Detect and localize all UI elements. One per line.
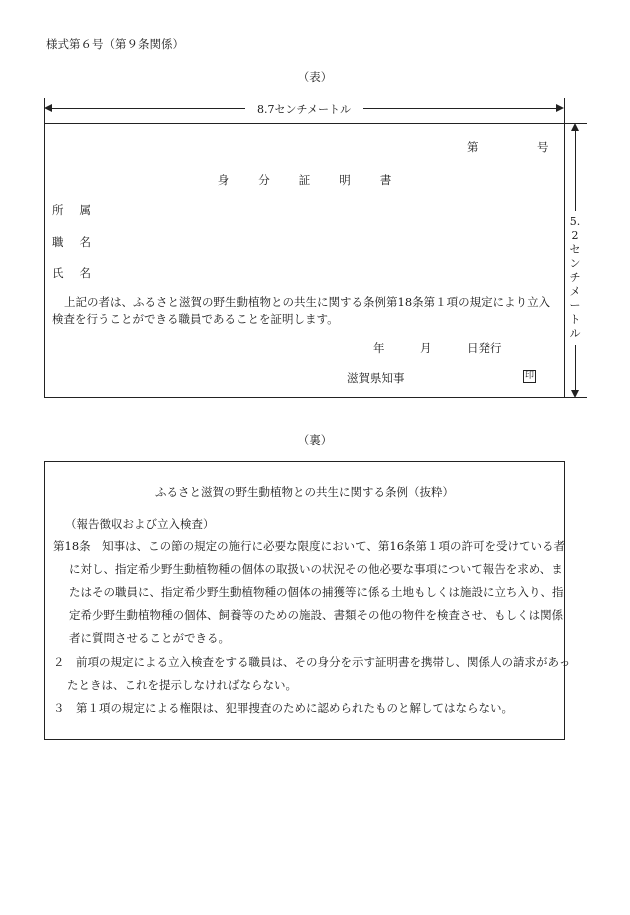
height-dimension-label: 5.2センチメートル — [567, 211, 583, 345]
height-dimension — [569, 123, 581, 398]
paragraph-2-number: ２ — [53, 655, 65, 669]
paragraph-3 — [53, 697, 572, 720]
certificate-title: 身分証明書 — [217, 173, 421, 187]
arrow-down-icon — [571, 390, 579, 398]
article-18-text: 知事は、この節の規定の施行に必要な限度において、第16条第１項の許可を受けている者に対し、指定希少野生動植物種の個体の取扱いの状況その他必要な事項について報告を求め、またはその職員に、指定希少野生動植物種の個体の捕獲等に係る土地もしくは施設に立ち入り、指定希少野生動植物種の個体、飼養等のための施設、書類その他の物件を検査させ、もしくは関係者に質問させることができる。 — [69, 539, 566, 645]
issue-month-label: 月 — [420, 341, 432, 355]
paragraph-2 — [53, 651, 572, 697]
field-affiliation-label: 所属 — [52, 203, 107, 217]
id-card-front — [44, 123, 565, 398]
card-number-prefix: 第 — [467, 140, 479, 154]
width-extension-right — [564, 98, 565, 123]
width-dimension-label: 8.7センチメートル — [245, 103, 363, 116]
card-number-suffix: 号 — [537, 140, 549, 154]
field-name-label: 氏名 — [52, 266, 107, 280]
certification-statement: 上記の者は、ふるさと滋賀の野生動植物との共生に関する条例第18条第１項の規定により立入検査を行うことができる職員であることを証明します。 — [52, 295, 551, 326]
issuer-name: 滋賀県知事 — [347, 371, 405, 385]
seal-mark: 印 — [524, 371, 534, 381]
width-dimension — [44, 102, 564, 114]
form-number: 様式第６号（第９条関係） — [46, 37, 184, 51]
back-side-label: （裏） — [297, 433, 333, 447]
front-side-label: （表） — [297, 70, 333, 84]
paragraph-2-text: 前項の規定による立入検査をする職員は、その身分を示す証明書を携帯し、関係人の請求があったときは、これを提示しなければならない。 — [67, 655, 571, 692]
field-position-label: 職名 — [52, 235, 107, 249]
article-caption: （報告徴収および立入検査） — [65, 517, 215, 531]
id-card-back — [44, 461, 571, 740]
article-number: 第18条 — [53, 539, 91, 553]
issue-year-label: 年 — [373, 341, 385, 355]
issue-day-label: 日発行 — [467, 341, 502, 355]
paragraph-3-text: 第１項の規定による権限は、犯罪捜査のために認められたものと解してはならない。 — [76, 701, 513, 715]
article-18 — [53, 535, 574, 650]
paragraph-3-number: ３ — [53, 701, 65, 715]
ordinance-excerpt-title: ふるさと滋賀の野生動植物との共生に関する条例（抜粋） — [155, 485, 454, 499]
arrow-up-icon — [571, 123, 579, 131]
